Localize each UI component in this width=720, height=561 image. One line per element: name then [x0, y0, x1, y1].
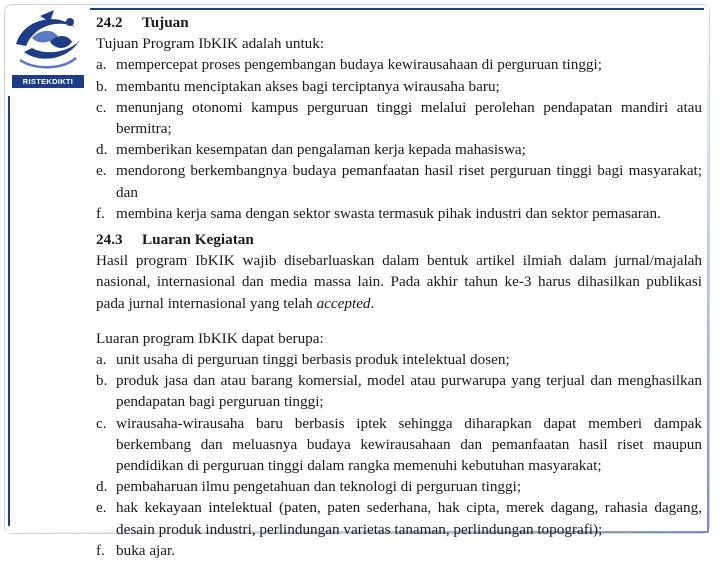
list-text: memberikan kesempatan dan pengalaman kerja kepada mahasiswa; [116, 141, 526, 159]
list-label: b. [96, 77, 108, 95]
section-heading-luaran [96, 229, 702, 250]
list-item [96, 413, 702, 477]
list-item [96, 76, 702, 97]
left-rule [8, 96, 10, 526]
list-item [96, 160, 702, 202]
ristekdikti-emblem-icon [10, 8, 86, 74]
top-rule [90, 8, 704, 10]
list-item [96, 497, 702, 539]
list-label: f. [96, 204, 105, 222]
list-text: buka ajar. [116, 541, 176, 559]
list-label: b. [96, 372, 108, 390]
list-text: membantu menciptakan akses bagi terciptanya wirausaha baru; [116, 77, 500, 95]
section-title: Tujuan [142, 14, 189, 31]
list-item [96, 54, 702, 75]
luaran-paragraph [96, 250, 702, 314]
paragraph-italic-text: accepted [316, 294, 371, 312]
luaran-intro: Luaran program IbKIK dapat berupa: [96, 329, 324, 347]
paragraph-text: Hasil program IbKIK wajib disebarluaskan dalam bentuk artikel ilmiah dalam jurnal/majalah nasional, internasional dan media massa lain. Pada akhir tahun ke-3 harus dihasilkan publikasi pada jurnal internasional yang telah [96, 252, 702, 312]
list-item [96, 97, 702, 139]
list-text: produk jasa dan atau barang komersial, model atau purwarupa yang terjual dan menghasilkan pendapatan bagi perguruan tinggi; [116, 372, 702, 411]
list-item [96, 476, 702, 497]
list-text: unit usaha di perguruan tinggi berbasis produk intelektual dosen; [116, 351, 510, 369]
list-label: a. [96, 56, 107, 74]
list-text: mendorong berkembangnya budaya pemanfaatan hasil riset perguruan tinggi bagi masyarakat; dan [116, 162, 702, 201]
list-item [96, 349, 702, 370]
list-item [96, 139, 702, 160]
frame-shadow-right [707, 5, 709, 533]
paragraph-end: . [370, 294, 375, 312]
list-label: d. [96, 478, 108, 496]
list-label: c. [96, 414, 107, 432]
list-text: mempercepat proses pengembangan budaya kewirausahaan di perguruan tinggi; [116, 56, 602, 74]
document-body [96, 12, 702, 561]
section-title: Luaran Kegiatan [142, 231, 254, 249]
list-label: e. [96, 499, 107, 517]
list-label: e. [96, 162, 107, 180]
list-label: c. [96, 98, 107, 116]
logo-text: RISTEKDIKTI [12, 75, 84, 88]
section-number: 24.3 [96, 231, 123, 249]
list-item [96, 540, 702, 561]
list-label: d. [96, 141, 108, 159]
list-label: a. [96, 351, 107, 369]
list-text: hak kekayaan intelektual (paten, paten sederhana, hak cipta, merek dagang, rahasia dagang, desain produk industri, perlindungan varietas tanaman, perlindungan topografi); [116, 499, 702, 538]
tujuan-intro: Tujuan Program IbKIK adalah untuk: [96, 35, 325, 53]
list-text: menunjang otonomi kampus perguruan tinggi melalui perolehan pendapatan mandiri atau bermitra; [116, 98, 702, 138]
section-heading-tujuan [96, 12, 702, 33]
list-text: pembaharuan ilmu pengetahuan dan teknologi di perguruan tinggi; [116, 478, 522, 496]
list-label: f. [96, 541, 105, 559]
section-number: 24.2 [96, 14, 123, 31]
list-item [96, 370, 702, 412]
list-item [96, 203, 702, 224]
ristekdikti-logo [10, 8, 86, 90]
list-text: membina kerja sama dengan sektor swasta termasuk pihak industri dan sektor pemasaran. [116, 204, 661, 222]
list-text: wirausaha-wirausaha baru berbasis iptek sehingga diharapkan dapat memberi dampak berkembang dan meluasnya budaya kewirausahaan dan pemanfaatan hasil riset maupun pendidikan di perguruan tinggi dalam rangka memenuhi kebutuhan masyarakat; [116, 414, 702, 475]
